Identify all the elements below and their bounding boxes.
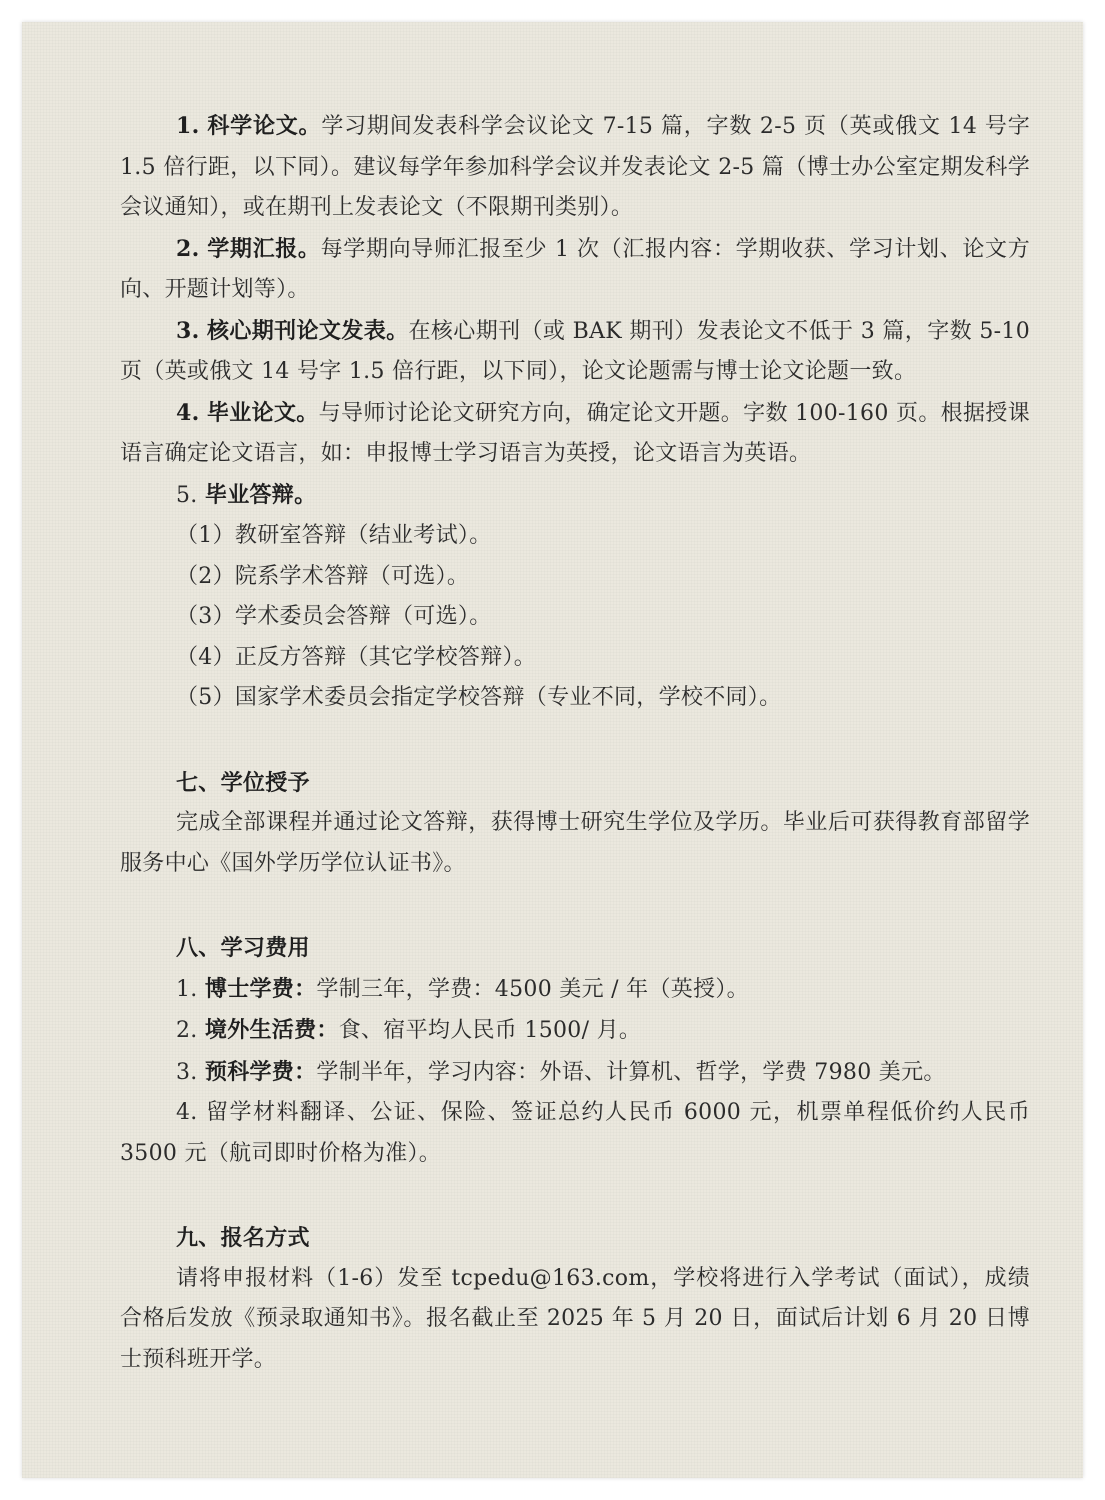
section-spacer: [120, 884, 1030, 928]
item-number: 1.: [176, 976, 198, 1002]
item-text: 食、宿平均人民币 1500/ 月。: [338, 1018, 642, 1043]
item-text: 每学期向导师汇报至少 1 次（汇报内容：学期收获、学习计划、论文方向、开题计划等）。: [120, 236, 1030, 302]
section-spacer: [120, 1174, 1030, 1218]
item-title: 毕业论文。: [206, 399, 319, 426]
item-title: 学期汇报。: [207, 235, 321, 262]
item-title: 境外生活费：: [204, 1017, 339, 1043]
item-title: 核心期刊论文发表。: [206, 317, 409, 344]
item-title: 科学论文。: [207, 113, 322, 139]
item-number: 3.: [176, 1059, 198, 1085]
paragraph-degree: 完成全部课程并通过论文答辩，获得博士研究生学位及学历。毕业后可获得教育部留学服务中心《国外学历学位认证书》。: [120, 810, 1030, 876]
item-number: 4.: [176, 399, 200, 426]
item-text: 学习期间发表科学会议论文 7-15 篇，字数 2-5 页（英或俄文 14 号字 1.5 倍行距，以下同）。建议每学年参加科学会议并发表论文 2-5 篇（博士办公室定期发科学会议通知），或在期刊上发表论文（不限期刊类别）。: [120, 114, 1030, 220]
item-number: 5.: [176, 482, 198, 508]
item-number: 2.: [176, 1018, 198, 1043]
item-title: 博士学费：: [204, 975, 317, 1002]
paragraph-semester-report: [120, 229, 1030, 311]
paragraph-scientific-papers: [120, 106, 1030, 229]
paragraph-thesis: [120, 393, 1030, 475]
item-number: 2.: [176, 235, 200, 262]
section-heading-fees: 八、学习费用: [176, 935, 310, 961]
section-heading-application: 九、报名方式: [176, 1225, 310, 1251]
defense-item-5: （5）国家学术委员会指定学校答辩（专业不同，学校不同）。: [176, 685, 782, 710]
defense-item-3: （3）学术委员会答辩（可选）。: [176, 604, 492, 629]
document-page: [22, 22, 1083, 1478]
item-number: 3.: [176, 317, 200, 344]
item-text: 在核心期刊（或 BAK 期刊）发表论文不低于 3 篇，字数 5-10 页（英或俄文 14 号字 1.5 倍行距，以下同），论文论题需与博士论文论题一致。: [120, 318, 1030, 384]
paragraph-core-journal: [120, 311, 1030, 393]
item-number: 1.: [176, 113, 200, 139]
defense-item-2: （2）院系学术答辩（可选）。: [176, 563, 470, 589]
item-text: 与导师讨论论文研究方向，确定论文开题。字数 100-160 页。根据授课语言确定论文语言，如：申报博士学习语言为英授，论文语言为英语。: [120, 400, 1030, 466]
fee-item-preparatory: [120, 1052, 1030, 1094]
defense-item-4: （4）正反方答辩（其它学校答辩）。: [176, 644, 537, 670]
fee-item-other: 4. 留学材料翻译、公证、保险、签证总约人民币 6000 元，机票单程低价约人民币 3500 元（航司即时价格为准）。: [120, 1100, 1030, 1166]
fee-item-living: [120, 1010, 1030, 1052]
item-title: 预科学费：: [204, 1058, 317, 1085]
paragraph-application: 请将申报材料（1-6）发至 tcpedu@163.com，学校将进行入学考试（面试），成绩合格后发放《预录取通知书》。报名截止至 2025 年 5 月 20 日，面试后计划 6 月 20 日博士预科班开学。: [120, 1265, 1030, 1372]
paragraph-defense: [120, 475, 1030, 517]
item-text: 学制半年，学习内容：外语、计算机、哲学，学费 7980 美元。: [316, 1059, 946, 1085]
fee-item-tuition: [120, 969, 1030, 1011]
document-content: [120, 106, 1030, 1380]
item-title: 毕业答辩。: [204, 481, 317, 508]
section-heading-degree: 七、学位授予: [176, 769, 310, 796]
item-text: 学制三年，学费：4500 美元 / 年（英授）。: [316, 976, 749, 1002]
section-spacer: [120, 719, 1030, 763]
defense-item-1: （1）教研室答辩（结业考试）。: [176, 523, 492, 548]
